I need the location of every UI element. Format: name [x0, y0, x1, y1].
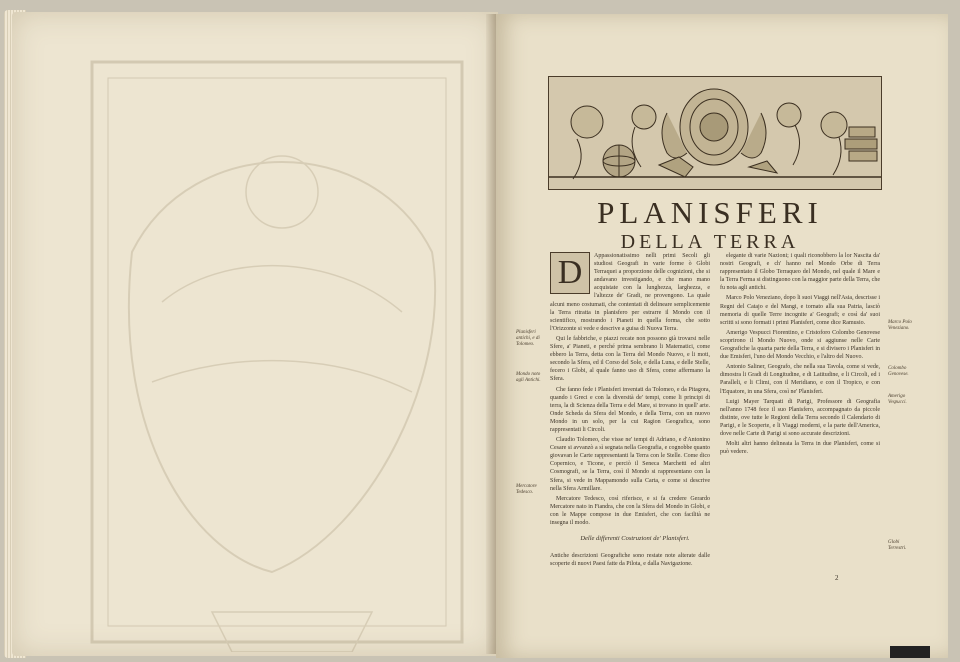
left-page: [12, 12, 498, 656]
margin-note: Mercatore Tedesco.: [516, 484, 537, 495]
section-subheading: Delle differenti Costruzioni de' Planisferi.: [580, 535, 690, 542]
paragraph: Mercatore Tedesco, così riferisce, e si fa credere Gerardo Mercatore nato in Fiandra, che con la Sfera del Mondo in Globi, e con le Mappe compose in due Emisferi, che con facilità ne insegna il modo.: [550, 495, 710, 526]
margin-note: Globi Terrestri.: [888, 540, 907, 551]
paragraph: Marco Polo Veneziano, dopo li suoi Viaggi nell'Asia, descrisse i Regni del Catajo e del Mangi, e tornato alla sua Patria, lasciò memoria di quelle Terre incognite a' Geografi; e così da' suoi scritti si sono formati i primi Planisferi, come dice Ramusio.: [720, 295, 880, 326]
paragraph: Molti altri hanno delineata la Terra in due Planisferi, come si può vedere.: [720, 441, 880, 456]
paragraph: Claudio Tolomeo, che visse ne' tempi di Adriano, e d'Antonino Cesare si avvanzò a sì segnata nella Geografia, e cognobbe quanto giovavan le Carte rappresentanti la Terra con le Stelle. Come dico Copernico, e Ticone, e perciò il Seneca Marchetti ed altri Cosmografi, se la Terra, così il Mondo si rappresentano con la Sfera, si vede in Mappamondo sulla Carta, e come si descrive nella Sfera Armillare.: [550, 437, 710, 492]
margin-note: Amerigo Vespucci.: [888, 394, 907, 405]
margin-note: Colombo Genovese.: [888, 366, 909, 377]
title-line-1: PLANISFERI: [597, 195, 823, 230]
paragraph: Che fanno fede i Planisferi inventati da Tolomeo, e da Pitagora, quando i Greci e con la diversità de' tempi, come li principi di terra, la di Scienza della Terra e del Mare, si trovano in quell' arte. Onde Scheda da Sfera del Mondo, e della Terra, con un nuovo Mondo in un solo, per la cui Ragion Geografica, sono rappresentati li Circoli.: [550, 386, 710, 433]
paragraph: Antonio Saliner, Geografo, che nella sua Tavola, come si vede, dimostra li Gradi di Longitudine, e di Latitudine, e li Circoli, ed i Paralleli, e li Climi, con il Meridiano, e con il Tropico, e con l'Equatore, in una Sfera, così ne' Planisferi.: [720, 364, 880, 395]
paragraph: Appassionatissimo nelli primi Secoli gli studiosi Geografi in varie forme ò Globi Terraquei a proporzione delle cognizioni, che si andavano investigando, e che mano mano acquistate con la lunghezza, larghezza, e l'altezze de' Gradi, ne provengono. La quale alcuni meno costumati, che contentati di delineare semplicemente la Terra ritratta in planisfero per estrarre il Mondo con il scientifico, mostrando i Pianeti in quella forma, che sotto l'Orizzonte si vede e descrive a guisa di Nuova Terra.: [550, 253, 710, 332]
show-through-engraving: [72, 52, 482, 652]
bottom-paragraph: [550, 552, 710, 568]
scan-corner-mark: [890, 646, 930, 658]
margin-note: Planisferi antichi, e di Tolomeo.: [516, 330, 540, 347]
title-line-2: DELLA TERRA: [620, 231, 800, 253]
paragraph: Qui le fabbriche, e piazzi recate non possono già trovarsi nelle Sfere, a' Pianeti, e perché prima sembrano li Matematici, come ebbero la Terra, detta con la Terra del Mondo Nuovo, e li moti, secondo la Sfera, ed il Corso del Sole, e della Luna, e delle Stelle, fecero i Globi, al quale fanno uso di Sfera, come affermano la Sfera.: [550, 335, 710, 383]
margin-note: Mondo noto agli Antichi.: [516, 372, 541, 383]
paragraph: Amerigo Vespucci Fiorentino, e Cristoforo Colombo Genovese scoprirono il Mondo Nuovo, onde si aggiunse nelle Carte Geografiche la quarta parte della Terra, e si divisero i Planisferi in due Emisferi, l'uno del Mondo Vecchio, e l'altro del Nuovo.: [720, 329, 880, 361]
page-number: 2: [835, 574, 839, 582]
text-column-right: [720, 252, 880, 577]
paragraph: Luigi Mayer Tarquati di Parigi, Professore di Geografia nell'anno 1748 fece il suo Planisfero, accompagnato da piccole distinte, ove tutte le Regioni della Terra secondo il Calendario di Parigi, e le Scoperte, e li Viaggi moderni, e la parte dell'America, dove nelle Carte di Parigi si sono accurate descrizioni.: [720, 398, 880, 437]
headpiece-engraving: [548, 76, 882, 190]
text-column-left: [550, 252, 710, 577]
paragraph: elegante di varie Nazioni; i quali riconobbero la lor Nascita da' nostri Geografi, e ch' hanno nel Mondo Orbe di Terra rappresentato il Globo Terraqueo del Mondo, nel quale il Mare e la Terra Ferma si distinguono con la maggior parte della Terra, che fu nota agli antichi.: [720, 253, 880, 292]
bottom-paragraph-text: Antiche descrizioni Geografiche sono restate note alterate dalle scoperte di nuovi Paesi fatte da Pilota, e dalla Navigazione.: [550, 553, 710, 568]
page-title: [540, 196, 880, 254]
margin-note: Marco Polo Veneziano.: [888, 320, 912, 331]
decorated-initial: D: [550, 252, 590, 294]
